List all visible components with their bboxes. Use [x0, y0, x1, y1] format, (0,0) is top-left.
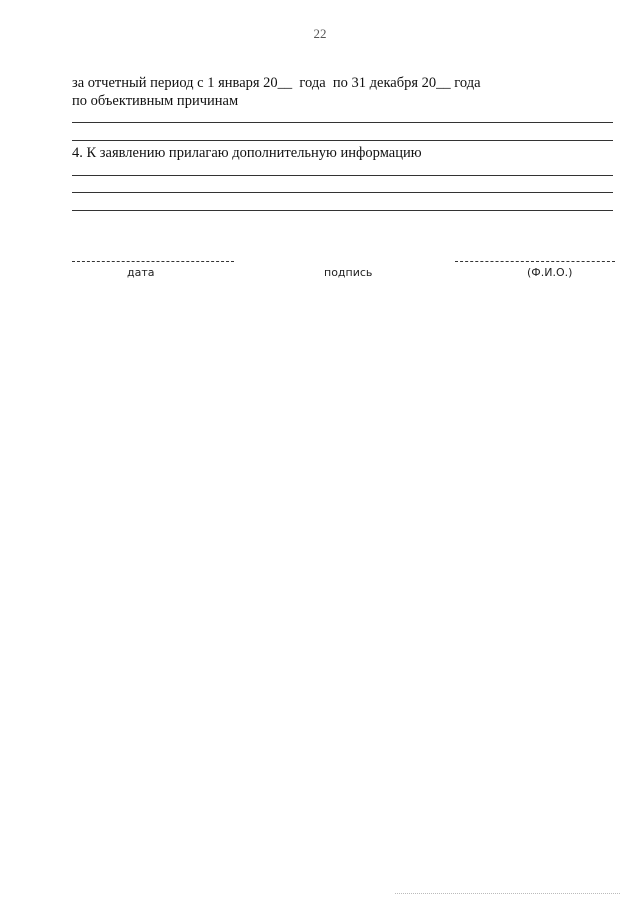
- fill-in-line-3: [72, 175, 613, 176]
- name-caption: (Ф.И.О.): [527, 266, 573, 279]
- page-number: 22: [313, 26, 327, 41]
- fill-in-line-5: [72, 210, 613, 211]
- date-line: [72, 261, 234, 262]
- name-line: [455, 261, 615, 262]
- reporting-period-line: за отчетный период с 1 января 20__ года по 31 декабря 20__ года: [72, 75, 481, 91]
- signature-caption: подпись: [324, 266, 373, 279]
- date-caption: дата: [127, 266, 155, 279]
- footer-scan-artifact: [395, 893, 620, 894]
- objective-reasons-line: по объективным причинам: [72, 93, 239, 109]
- fill-in-line-2: [72, 140, 613, 141]
- fill-in-line-1: [72, 122, 613, 123]
- item-4-heading: 4. К заявлению прилагаю дополнительную информацию: [72, 145, 422, 161]
- fill-in-line-4: [72, 192, 613, 193]
